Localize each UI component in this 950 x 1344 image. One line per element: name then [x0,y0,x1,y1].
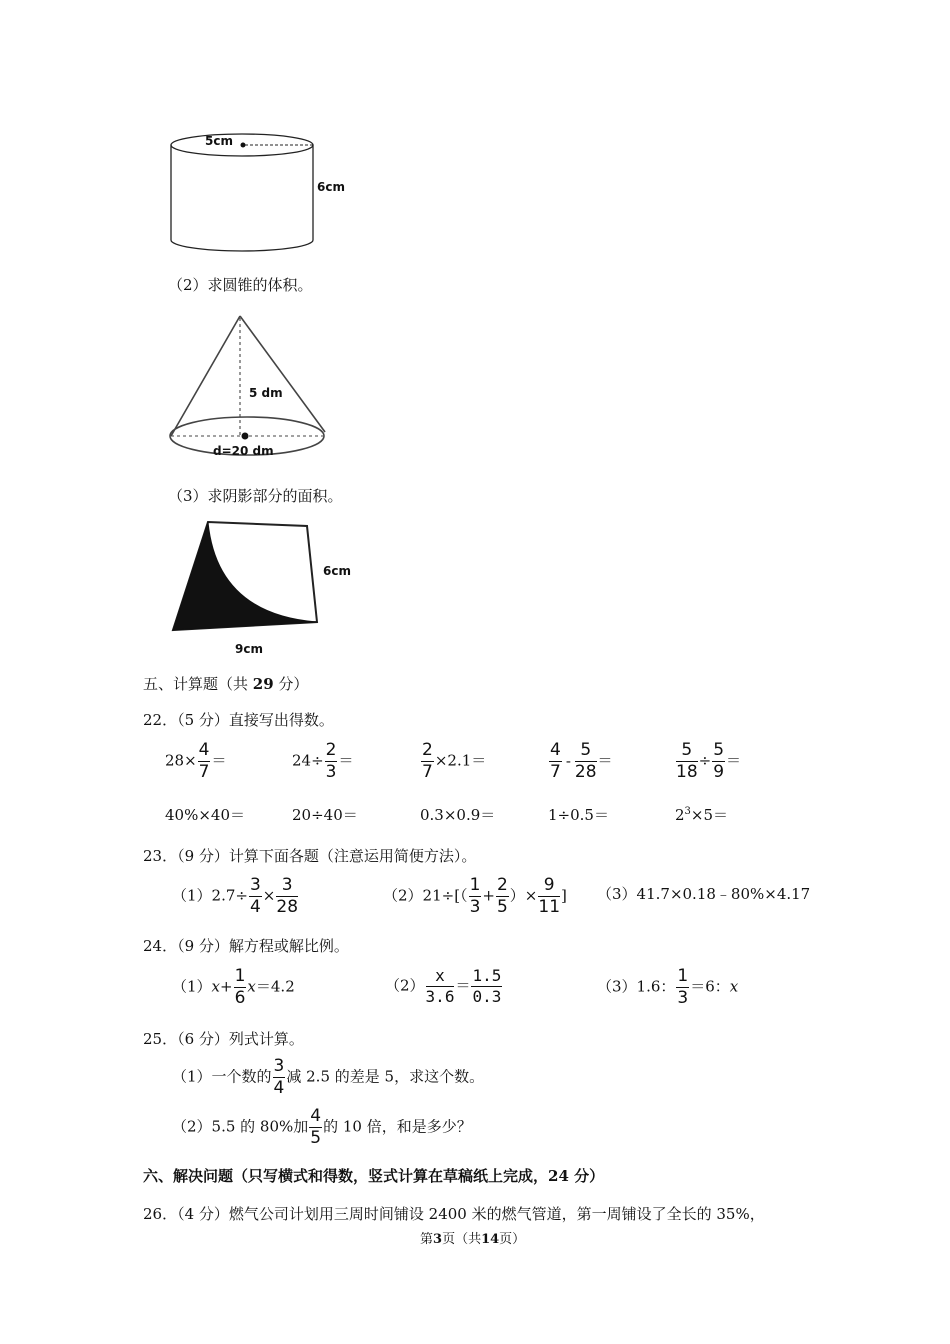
q23-p2-fraction-1 [469,877,482,916]
q22-item-a [165,742,227,781]
q24-p1-fraction [234,968,247,1007]
denominator: 3 [469,897,481,917]
numerator: 5 [713,740,725,760]
q23-p2-suffix: ] [561,886,567,905]
q24-part3 [597,968,738,1007]
numerator: 3 [249,875,261,895]
denominator: 28 [276,897,299,917]
q22-d-operator: - [565,751,571,770]
denominator: 7 [422,762,433,782]
q24-p2-fraction-2 [471,968,502,1005]
power-base: 2 [675,806,685,824]
q22-e-operator: ÷ [698,751,712,770]
cone-height-label: 5 dm [249,386,283,400]
variable-x: x [729,977,739,996]
q24-p2-equals: ＝ [455,976,471,995]
section-6-title [143,1165,604,1186]
q21-part2: （2）求圆锥的体积。 [168,276,313,294]
q22-item-c [420,742,486,781]
numerator: 9 [538,877,560,897]
section-5-title-a: 五、计算题（共 [143,675,253,693]
denominator: 3.6 [425,987,455,1006]
q23-p1-operator: × [262,886,276,905]
section-6-title-b: 分） [568,1167,605,1185]
q24-p3-prefix: （3）1.6： [597,977,676,996]
q26-stem: 26．（4 分）燃气公司计划用三周时间铺设 2400 米的燃气管道，第一周铺设了全长的 35%， [143,1205,765,1223]
numerator: x [426,968,455,987]
q22-d-suffix: ＝ [597,751,613,770]
denominator: 18 [676,762,698,782]
footer-suffix: 页） [499,1232,526,1247]
numerator: 4 [550,740,561,760]
q22-item-d [548,742,613,781]
q22-item-b [292,742,354,781]
denominator: 9 [713,762,725,782]
denominator: 28 [574,762,597,782]
q23-p2-prefix: （2）21÷[（ [383,886,468,905]
q22-item-e [675,742,741,781]
q22-d-fraction-2 [575,742,597,781]
q23-p2-fraction-2 [496,877,509,916]
q24-stem: 24．（9 分）解方程或解比例。 [143,937,349,955]
numerator: 1 [677,966,689,986]
q24-p3-fraction [676,968,689,1007]
denominator: 3 [677,988,689,1008]
q22-item-i: 1÷0.5＝ [548,806,609,824]
variable-x: x [211,977,221,996]
q23-p2-fraction-3 [538,877,560,916]
shape-side-label: 6cm [323,564,351,578]
q22-e-fraction-2 [712,742,725,781]
denominator: 7 [198,762,210,782]
numerator: 4 [310,1106,322,1126]
denominator: 5 [310,1128,322,1148]
numerator: 4 [198,740,210,760]
q22-a-fraction [198,742,211,781]
q25-stem: 25．（6 分）列式计算。 [143,1030,304,1048]
denominator: 3 [325,762,337,782]
numerator: 1.5 [472,966,502,985]
q23-part3: （3）41.7×0.18﹣80%×4.17 [597,885,811,903]
q23-stem: 23．（9 分）计算下面各题（注意运用简便方法）。 [143,847,477,865]
q23-p2-middle: ）× [509,886,538,905]
q24-part2 [385,968,503,1005]
numerator: 2 [325,740,337,760]
footer-total-pages: 14 [481,1232,500,1247]
numerator: 5 [676,742,698,762]
cylinder-radius-label: 5cm [205,134,233,148]
numerator: 2 [422,740,433,760]
footer-page-number: 3 [433,1232,443,1247]
power-exponent: 3 [684,806,691,817]
q22-a-suffix: ＝ [211,751,227,770]
q25-part2 [172,1108,472,1147]
q23-part1 [172,877,299,916]
numerator: 5 [575,742,597,762]
q25-p1-prefix: （1）一个数的 [172,1067,272,1086]
variable-x: x [247,977,256,996]
q22-j-suffix: ×5＝ [690,806,729,824]
section-6-title-a: 六、解决问题（只写横式和得数，竖式计算在草稿纸上完成， [143,1167,549,1185]
section-6-points: 24 [548,1167,569,1185]
shape-base-label: 9cm [235,642,263,656]
section-5-points: 29 [252,675,274,693]
cone-figure [165,312,335,462]
q24-part1 [172,968,295,1007]
q24-p1-suffix: ＝4.2 [255,977,295,996]
section-5-title [143,673,308,694]
q23-p2-operator: + [482,886,495,905]
numerator: 1 [234,966,246,986]
denominator: 7 [550,762,561,782]
shaded-shape-figure [165,518,365,660]
q24-p1-plus: + [220,977,233,996]
q22-item-j [675,804,728,825]
q23-p1-prefix: （1）2.7÷ [172,886,248,905]
q22-item-f: 40%×40＝ [165,806,245,824]
q22-item-g: 20÷40＝ [292,806,358,824]
q22-b-prefix: 24÷ [292,751,324,770]
q25-p2-suffix: 的 10 倍，和是多少？ [323,1117,472,1136]
footer-middle: 页（共 [442,1232,482,1247]
q25-p1-fraction [273,1058,286,1097]
denominator: 6 [234,988,246,1008]
denominator: 5 [496,897,508,917]
q25-part1 [172,1058,484,1097]
numerator: 3 [276,877,298,897]
footer-prefix: 第 [420,1232,434,1247]
q22-e-suffix: ＝ [726,751,742,770]
section-5-title-b: 分） [273,675,309,693]
cylinder-figure [160,118,360,268]
q22-c-fraction [421,742,434,781]
q23-part2 [383,877,567,916]
cone-diameter-label: d=20 dm [213,444,274,458]
q21-part3: （3）求阴影部分的面积。 [168,487,343,505]
numerator: 1 [469,875,481,895]
q22-e-fraction-1 [676,742,698,781]
q22-item-h: 0.3×0.9＝ [420,806,496,824]
q23-p1-fraction-1 [249,877,262,916]
denominator: 4 [249,897,261,917]
q22-a-prefix: 28× [165,751,197,770]
q25-p2-fraction [309,1108,322,1147]
q24-p3-suffix: ＝6： [690,977,730,996]
numerator: 3 [273,1056,285,1076]
q22-b-suffix: ＝ [338,751,354,770]
page-footer [420,1228,525,1247]
denominator: 0.3 [472,987,502,1006]
q25-p2-prefix: （2）5.5 的 80%加 [172,1117,309,1136]
q24-p1-prefix: （1） [172,977,212,996]
q22-c-suffix: ×2.1＝ [434,751,487,770]
q22-stem: 22．（5 分）直接写出得数。 [143,711,334,729]
q23-p1-fraction-2 [276,877,298,916]
q22-b-fraction [325,742,338,781]
q25-p1-suffix: 减 2.5 的差是 5，求这个数。 [286,1067,485,1086]
q22-d-fraction-1 [549,742,562,781]
q24-p2-fraction-1 [426,968,455,1005]
cylinder-height-label: 6cm [317,180,345,194]
numerator: 2 [496,875,508,895]
q24-p2-prefix: （2） [385,976,425,995]
denominator: 4 [273,1078,285,1098]
denominator: 11 [538,897,561,917]
